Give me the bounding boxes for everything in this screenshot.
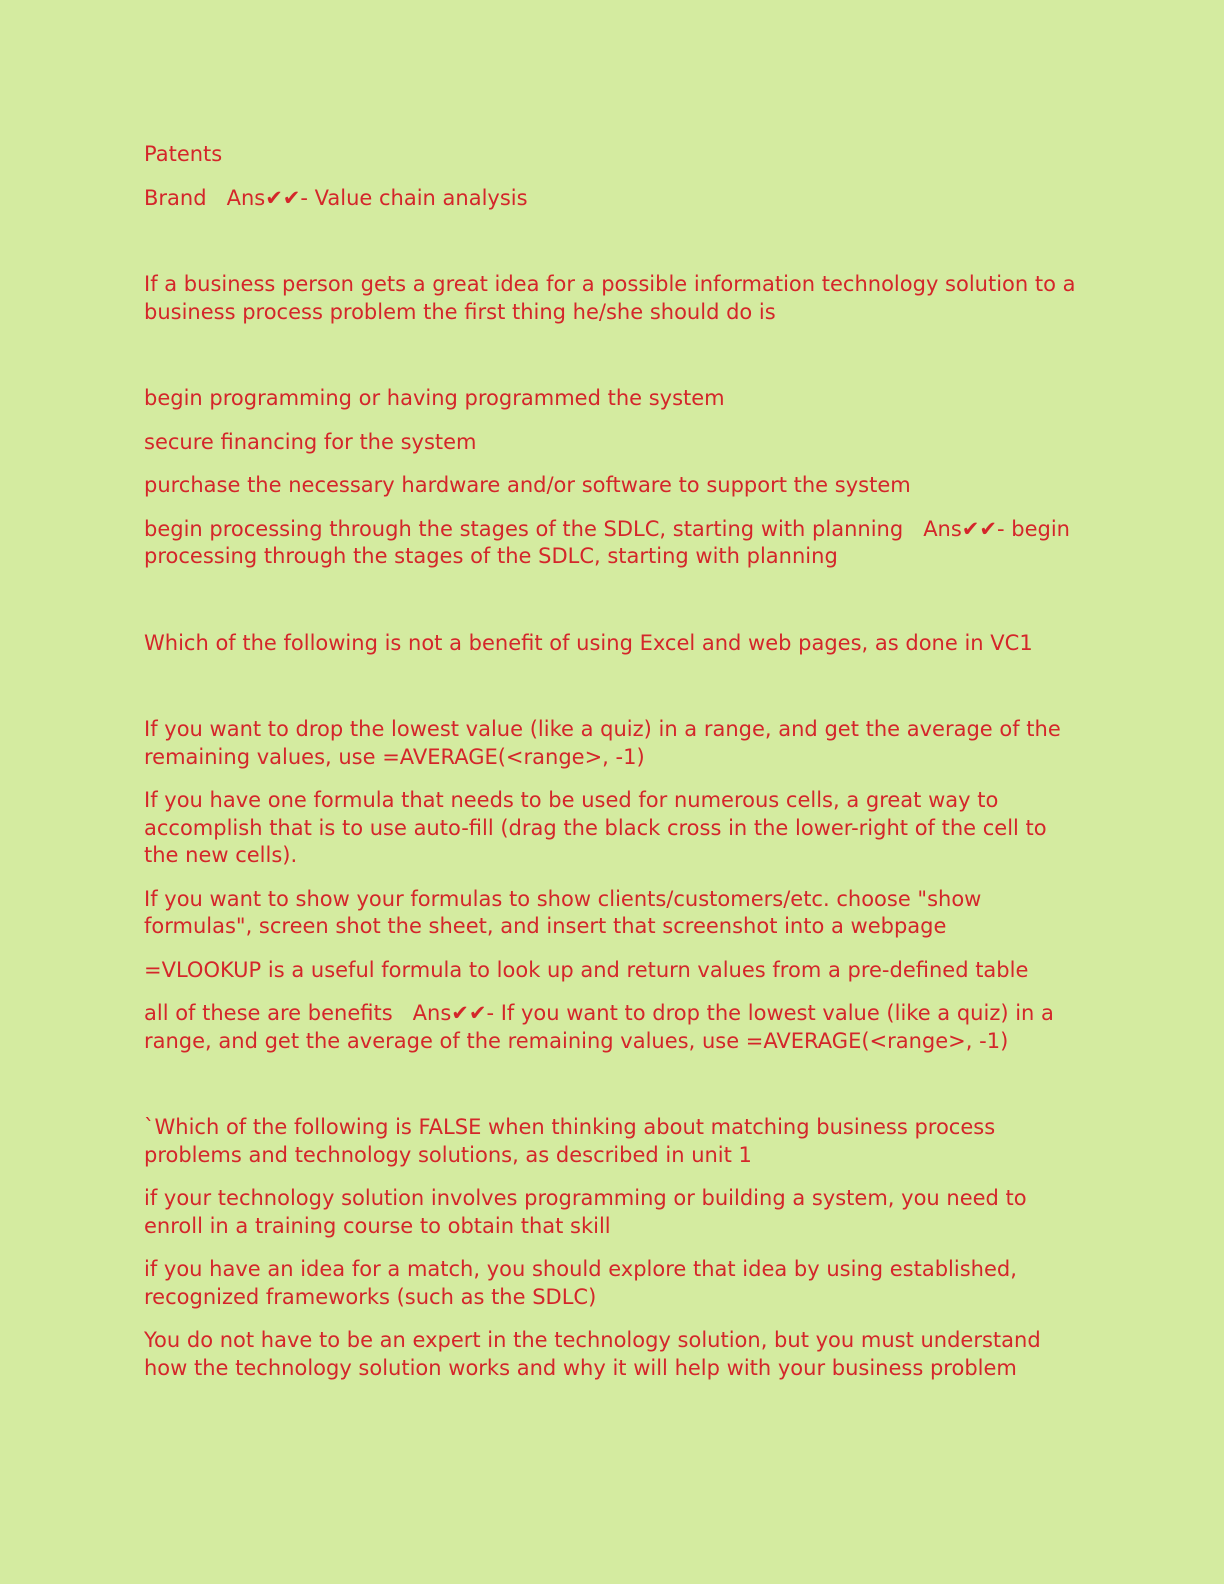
option-vlookup: =VLOOKUP is a useful formula to look up and return values from a pre-defined table [144,957,1029,982]
option-established-frameworks: if you have an idea for a match, you should explore that idea by using established, recognized frameworks (such as the SDLC) [144,1257,1024,1309]
option-drop-lowest: If you want to drop the lowest value (like a quiz) in a range, and get the average of the remaining values, use =AVERAGE(<range>, -1) [144,717,1068,769]
option-sdlc-answer: begin processing through the stages of the SDLC, starting with planning Ans✔✔- begin processing through the stages of the SDLC, starting with planning [144,516,1077,568]
option-all-benefits-answer: all of these are benefits Ans✔✔- If you want to drop the lowest value (like a quiz) in a range, and get the average of the remaining values, use =AVERAGE(<range>, -1) [144,1001,1061,1053]
option-show-formulas: If you want to show your formulas to show clients/customers/etc. choose "show formulas", screen shot the sheet, and insert that screenshot into a webpage [144,886,989,938]
paragraph-brand-answer: Brand Ans✔✔- Value chain analysis [144,185,528,210]
option-begin-programming: begin programming or having programmed the system [144,386,725,410]
question-excel-benefit: Which of the following is not a benefit of using Excel and web pages, as done in VC1 [144,630,1033,655]
spacer [144,673,1084,716]
spacer [144,1071,1084,1114]
paragraph-patents: Patents [144,142,223,166]
spacer [144,228,1084,271]
question-false-matching: `Which of the following is FALSE when thinking about matching business process problems and technology solutions, as described in unit 1 [144,1115,1002,1167]
document-page [144,141,1084,1398]
option-auto-fill: If you have one formula that needs to be used for numerous cells, a great way to accomplish that is to use auto-fill (drag the black cross in the lower-right of the cell to the new cells). [144,788,1054,867]
option-training-course: if your technology solution involves programming or building a system, you need to enroll in a training course to obtain that skill [144,1186,1034,1238]
question-business-idea: If a business person gets a great idea for a possible information technology solution to a business process problem the first thing he/she should do is [144,272,1083,324]
option-purchase-hardware: purchase the necessary hardware and/or software to support the system [144,473,911,497]
option-not-expert: You do not have to be an expert in the technology solution, but you must understand how the technology solution works and why it will help with your business problem [144,1328,1048,1380]
spacer [144,342,1084,385]
spacer [144,587,1084,630]
option-secure-financing: secure financing for the system [144,429,477,454]
